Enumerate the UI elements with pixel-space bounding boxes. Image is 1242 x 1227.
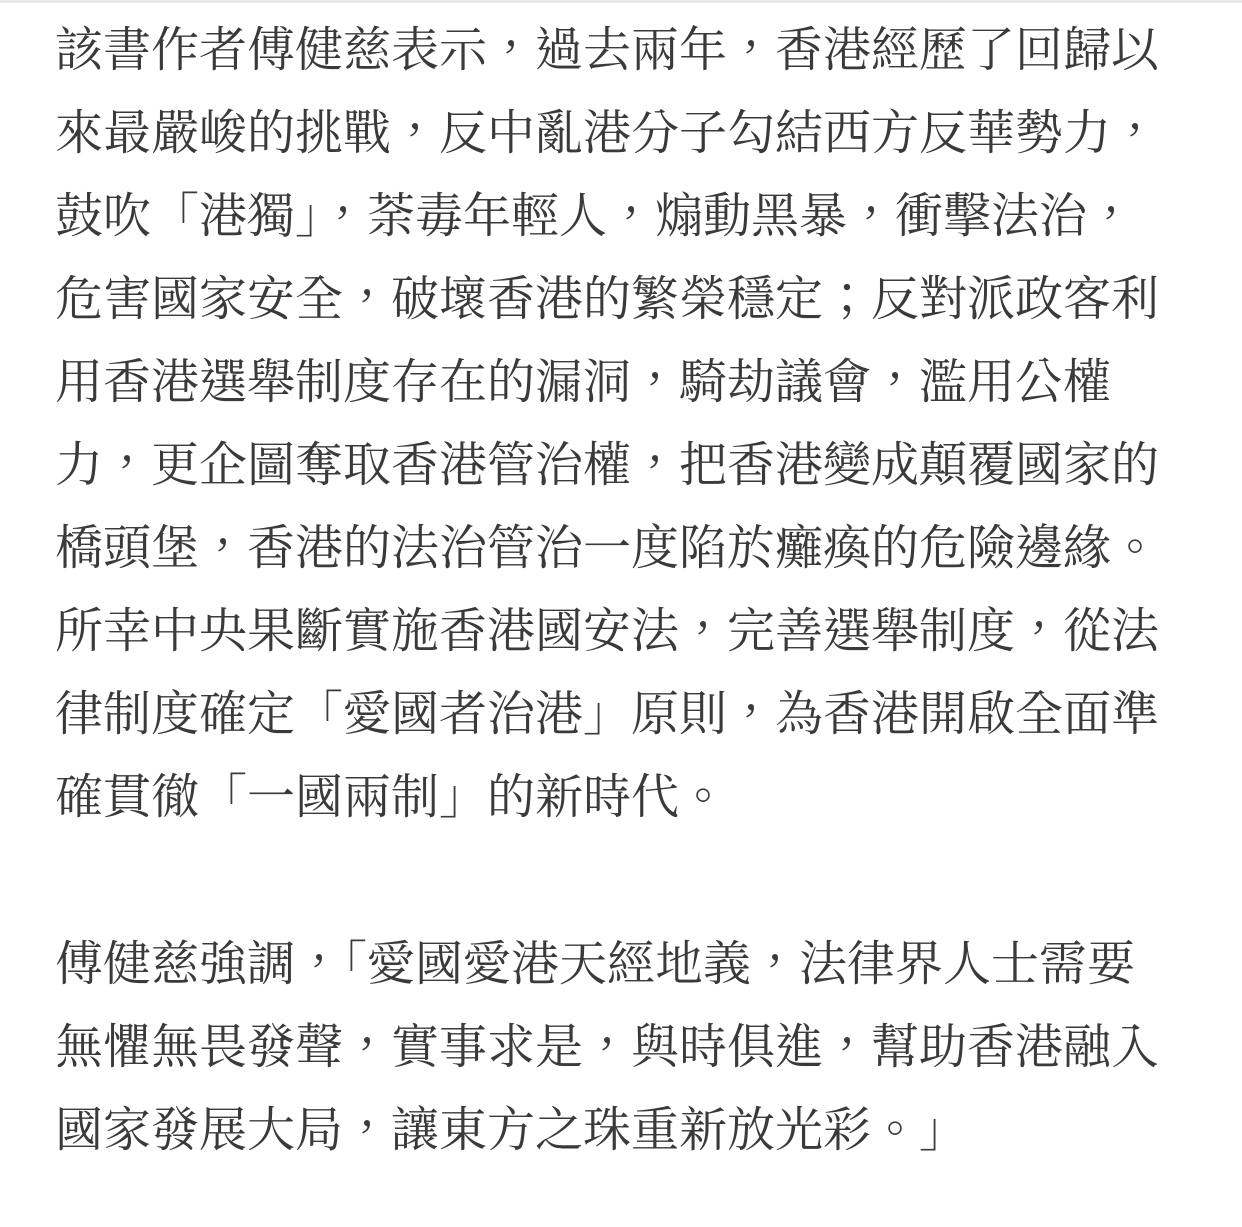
paragraph-1 <box>55 9 1202 839</box>
text-line: 鼓吹「港獨」，荼毒年輕人，煽動黑暴，衝擊法治， <box>55 190 1136 243</box>
text-line: 國家發展大局，讓東方之珠重新放光彩。」 <box>55 1104 968 1157</box>
text-line: 力，更企圖奪取香港管治權，把香港變成顛覆國家的 <box>55 439 1160 492</box>
text-line: 所幸中央果斷實施香港國安法，完善選舉制度，從法 <box>55 605 1160 658</box>
article-body <box>0 3 1242 1172</box>
text-line: 律制度確定「愛國者治港」原則，為香港開啟全面準 <box>55 688 1160 741</box>
text-line: 確貫徹「一國兩制」的新時代。 <box>55 771 728 824</box>
text-line: 傅健慈強調，「愛國愛港天經地義，法律界人士需要 <box>55 938 1136 991</box>
text-line: 無懼無畏發聲，實事求是，與時俱進，幫助香港融入 <box>55 1021 1160 1074</box>
text-line: 橋頭堡，香港的法治管治一度陷於癱瘓的危險邊緣。 <box>55 522 1160 575</box>
text-line: 來最嚴峻的挑戰，反中亂港分子勾結西方反華勢力， <box>55 107 1160 160</box>
paragraph-2 <box>55 923 1202 1172</box>
text-line: 該書作者傅健慈表示，過去兩年，香港經歷了回歸以 <box>55 24 1160 77</box>
text-line: 危害國家安全，破壞香港的繁榮穩定；反對派政客利 <box>55 273 1160 326</box>
text-line: 用香港選舉制度存在的漏洞，騎劫議會，濫用公權 <box>55 356 1112 409</box>
